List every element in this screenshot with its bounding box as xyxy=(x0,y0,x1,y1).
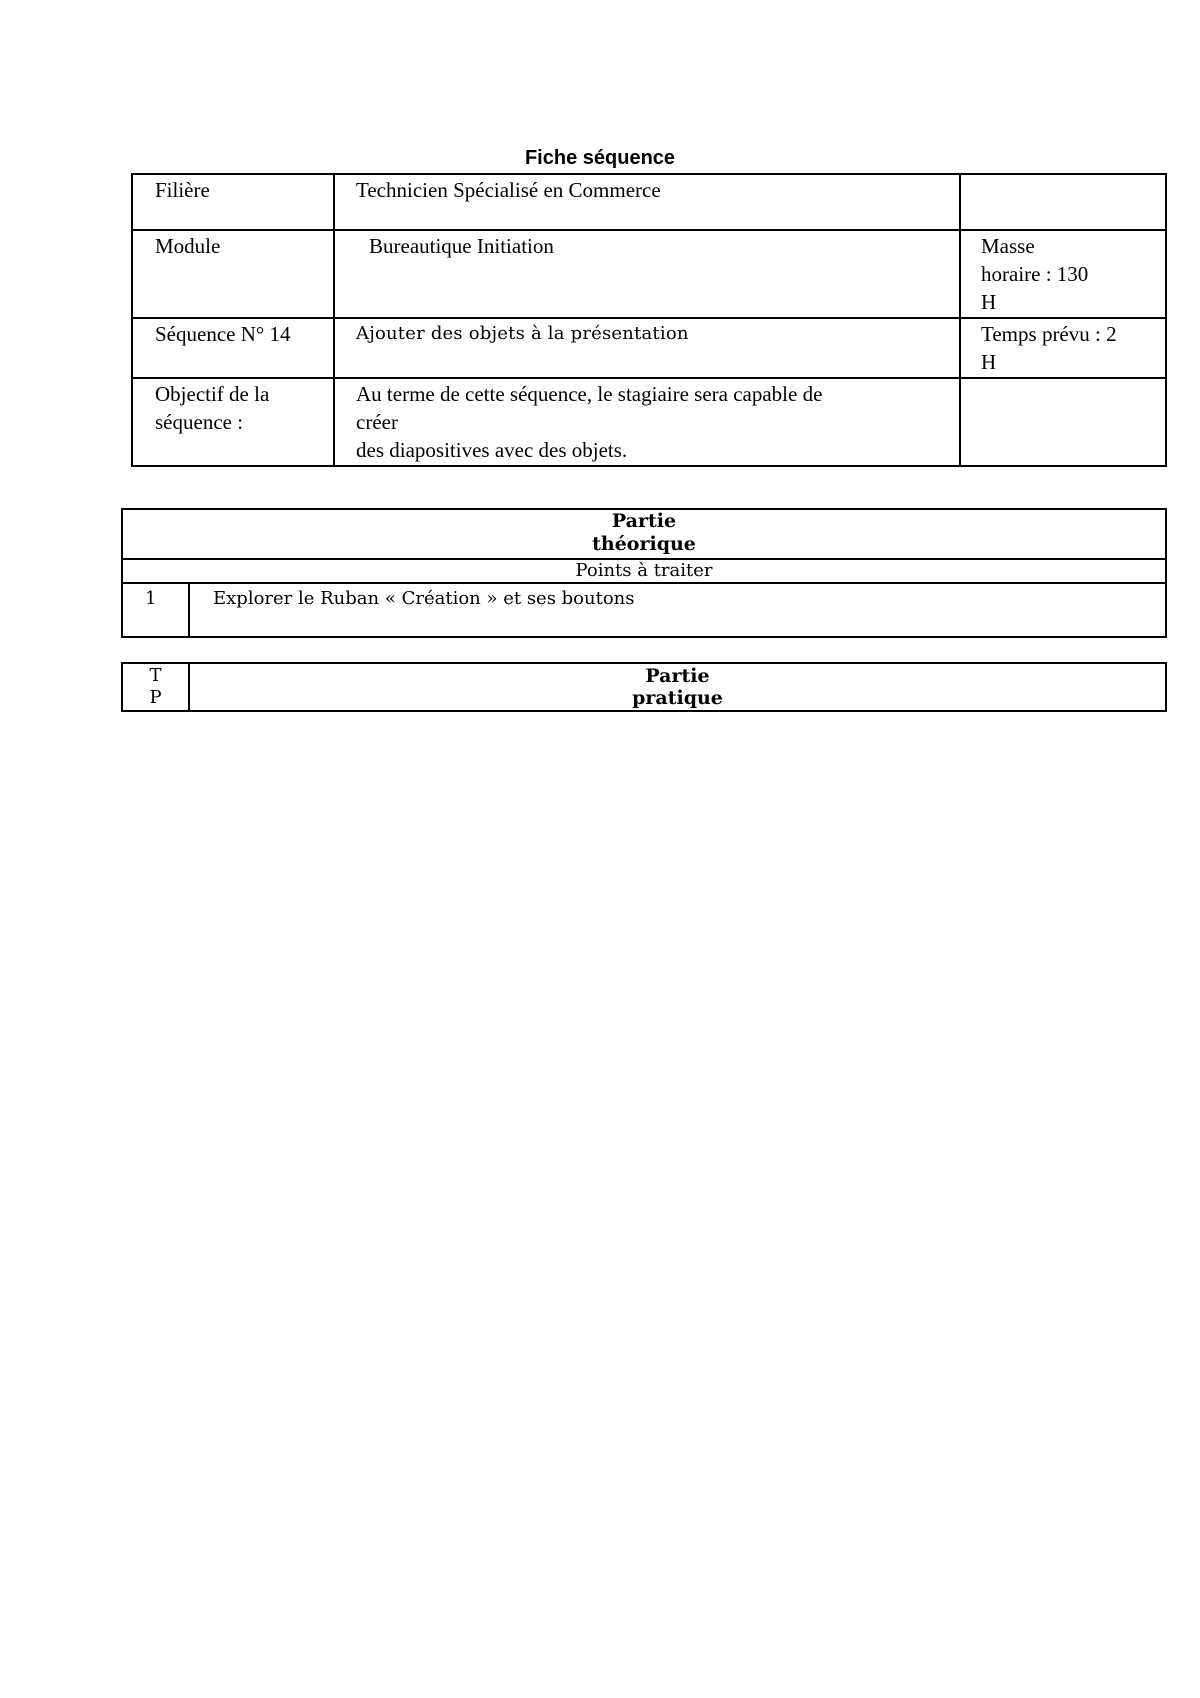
practice-side-label xyxy=(122,663,189,711)
practice-side-line-1: T xyxy=(149,665,162,686)
temps-prevu-line-1: Temps prévu : 2 xyxy=(981,322,1117,346)
objectif-value-line-2: créer xyxy=(356,410,398,434)
theory-subheading: Points à traiter xyxy=(122,559,1166,583)
temps-prevu-cell xyxy=(960,318,1166,378)
module-label: Module xyxy=(132,230,334,318)
theory-item-text: Explorer le Ruban « Création » et ses boutons xyxy=(189,583,1166,637)
masse-horaire-cell xyxy=(960,230,1166,318)
table-row-filiere xyxy=(132,174,1166,230)
theory-subheading-row xyxy=(122,559,1166,583)
page-title: Fiche séquence xyxy=(524,147,676,169)
table-row-sequence xyxy=(132,318,1166,378)
module-value: Bureautique Initiation xyxy=(369,234,554,258)
table-row xyxy=(122,583,1166,637)
objectif-label-line-2: séquence : xyxy=(155,410,244,434)
sequence-info-table xyxy=(131,173,1167,467)
sequence-value: Ajouter des objets à la présentation xyxy=(334,318,960,378)
objectif-value-line-3: des diapositives avec des objets. xyxy=(356,438,628,462)
theory-item-number: 1 xyxy=(122,583,189,637)
practice-heading-line-1: Partie xyxy=(645,665,710,687)
masse-horaire-line-3: H xyxy=(981,290,997,314)
objectif-extra xyxy=(960,378,1166,466)
filiere-extra xyxy=(960,174,1166,230)
practice-table xyxy=(121,662,1167,712)
filiere-value: Technicien Spécialisé en Commerce xyxy=(334,174,960,230)
practice-side-line-2: P xyxy=(149,687,162,708)
table-row-module xyxy=(132,230,1166,318)
temps-prevu-line-2: H xyxy=(981,350,997,374)
masse-horaire-line-2: horaire : 130 xyxy=(981,262,1089,286)
theory-heading xyxy=(122,509,1166,559)
objectif-value-line-1: Au terme de cette séquence, le stagiaire sera capable de xyxy=(356,382,823,406)
practice-heading-row xyxy=(122,663,1166,711)
practice-heading-line-2: pratique xyxy=(632,687,723,709)
module-value-cell xyxy=(334,230,960,318)
theory-heading-line-1: Partie xyxy=(611,510,677,532)
masse-horaire-line-1: Masse xyxy=(981,234,1035,258)
objectif-value-cell xyxy=(334,378,960,466)
objectif-label-line-1: Objectif de la xyxy=(155,382,270,406)
filiere-label: Filière xyxy=(132,174,334,230)
theory-table xyxy=(121,508,1167,638)
theory-heading-line-2: théorique xyxy=(592,533,696,555)
sequence-label: Séquence N° 14 xyxy=(132,318,334,378)
practice-heading xyxy=(189,663,1166,711)
theory-heading-row xyxy=(122,509,1166,559)
table-row-objectif xyxy=(132,378,1166,466)
objectif-label-cell xyxy=(132,378,334,466)
